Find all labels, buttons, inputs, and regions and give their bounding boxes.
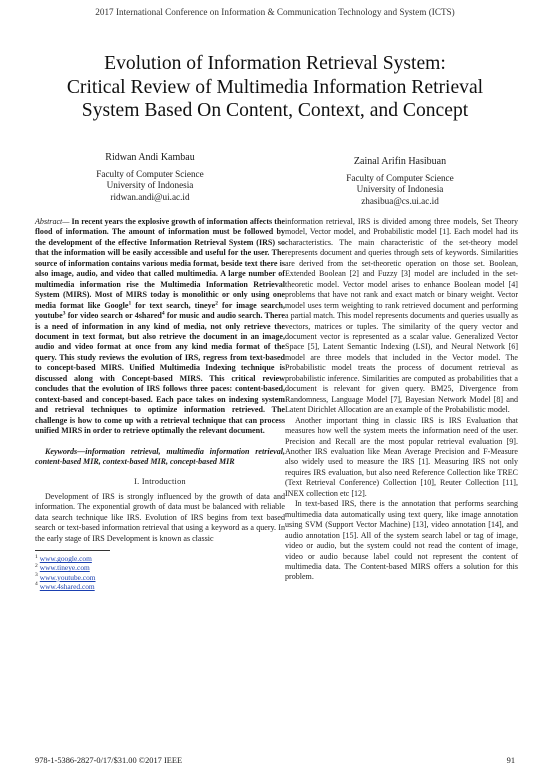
footnote-ref: 4 [161, 310, 165, 317]
footnote-ref: 1 [128, 299, 132, 306]
author-affiliation: Faculty of Computer Science [346, 172, 454, 183]
body-paragraph: information retrieval, IRS is divided among three models, Set Theory model, Vector model, and Probabilistic model [1]. Each model had its characteristics. The main characteristic of the set-theory model represents document and queries through sets of keywords. Similarities are derived from the set-theoretic operation on those set. Boolean, Extended Boolean [2] and Fuzzy [3] model are included in the set-theoretic model. Vector model arises to enhance Boolean model [4] problems that have not rank and exact match or binary weight. Vector model uses term weighting to rank retrieved document and performing a partial match. This model represents documents and queries usually as vectors, matrices or tuples. The similarity of the query vector and document vector is represented as a scalar value. Generalized Vector Space [5], Latent Semantic Indexing (LSI), and Neural Network [6] model are three models that included in the Vector model. The Probabilistic model treats the process of document retrieval as probabilistic inference. Similarities are computed as probabilities that a document is relevant for given query. BM25, Divergence from Randomness, Language Model [7], Bayesian Network Model [8] and Latent Dirichlet Allocation are an example of the Probabilistic model. [285, 217, 518, 415]
footnote-number: 2 [35, 562, 38, 569]
paper-title [30, 52, 520, 123]
right-column [285, 217, 518, 583]
footnote-number: 4 [35, 581, 38, 588]
abstract-text: for image search, youtube [35, 300, 285, 321]
author-email: ridwan.andi@ui.ac.id [110, 191, 190, 202]
footnote-ref: 2 [215, 299, 218, 306]
author-institution: University of Indonesia [356, 184, 444, 195]
conference-header: 2017 International Conference on Information & Communication Technology and System (ICTS) [95, 7, 455, 17]
abstract [35, 217, 285, 437]
footnote [35, 582, 285, 591]
abstract-text: for text search, tineye [131, 300, 216, 310]
abstract-text: for music and audio search. There is a need of information in any kind of media, not only retrieve the document in text format, but also retrieve the document in an image, audio and video format at once from any kind media format of the query. This study reviews the evolution of IRS, regress from text-based to concept-based MIRS. Unified Multimedia Indexing technique is discussed along with Concept-based MIRS. This critical review concludes that the evolution of IRS follows three paces: content-based, context-based and concept-based. Each pace takes on indexing system and retrieval techniques to optimize information retrieved. The challenge is how to come up with a retrieval technique that can process unified MIRS in order to retrieve optimally the relevant document. [35, 311, 285, 436]
footnote [35, 573, 285, 582]
author-block [305, 156, 495, 207]
section-heading: I. Introduction [134, 477, 186, 487]
intro-paragraph: Development of IRS is strongly influenced by the growth of data and information. The exponential growth of data must be balanced with reliable data search technique like IRS. Evolution of IRS begins from text based search or text-based information retrieval that using a keyword as a query. In the early stage of IRS Development is known as classic [35, 491, 285, 543]
footnote-divider [35, 550, 110, 551]
footnote-link[interactable]: www.4shared.com [39, 581, 95, 591]
title-line: System Based On Content, Context, and Concept [81, 100, 469, 121]
footnote [35, 563, 285, 572]
footnote [35, 554, 285, 563]
footer-isbn: 978-1-5386-2827-0/17/$31.00 ©2017 IEEE [35, 756, 183, 765]
author-institution: University of Indonesia [106, 180, 194, 191]
footnote-link[interactable]: www.tineye.com [39, 563, 90, 573]
keywords: Keywords—information retrieval, multimedia information retrieval, content-based MIR, context-based MIR, concept-based MIR [35, 446, 285, 466]
abstract-text: In recent years the explosive growth of information affects the flood of information. The amount of information must be followed by the development of the effective Information Retrieval System (IRS) so that the information will be easily accessible and useful for the user. The source of information contains various media format, beside text there is also image, audio, and video that called multimedia. A large number of multimedia information rise the Multimedia Information Retrieval System (MIRS). Most of MIRS today is monolithic or only using one media format like Google [35, 217, 285, 310]
author-name: Ridwan Andi Kambau [105, 152, 195, 163]
footnote-number: 1 [35, 553, 38, 560]
left-column [35, 217, 285, 591]
footnote-link[interactable]: www.google.com [39, 554, 92, 564]
body-paragraph: Another important thing in classic IRS is IRS Evaluation that measures how well the system meets the information need of the user. Precision and Recall are the most popular retrieval evaluation [9]. Another IRS evaluation like Mean Average Precision and F-Measure also widely used to measure the IRS [1]. Measuring IRS not only requires IRS evaluation, but also need Reference Collection like TREC (Text Retrieval Conference) Collection [10], Reuter Collection [11], INEX collection etc [12]. [285, 415, 518, 498]
footnote-number: 3 [35, 572, 38, 579]
author-email: zhasibua@cs.ui.ac.id [361, 195, 439, 206]
abstract-lead: Abstract— [35, 217, 70, 226]
footnotes [35, 554, 285, 591]
author-name: Zainal Arifin Hasibuan [353, 156, 447, 167]
body-paragraph: In text-based IRS, there is the annotation that performs searching multimedia data automatically using text query, like image annotation using SVM (Support Vector Machine) [13], video annotation [14], and audio annotation [15]. All of the system search label or tag of image, video or audio, but the system could not read the content of image, video or audio because label could not represent the content of multimedia data. The Content-based MIRS offers a solution for this problem. [285, 499, 518, 582]
title-line: Evolution of Information Retrieval System: [104, 53, 446, 74]
footnote-ref: 3 [62, 310, 66, 317]
abstract-text: for video search or 4shared [65, 311, 162, 321]
author-block [55, 152, 245, 203]
footnote-link[interactable]: www.youtube.com [39, 572, 96, 582]
page-number: 91 [506, 756, 515, 765]
author-affiliation: Faculty of Computer Science [96, 168, 204, 179]
title-line: Critical Review of Multimedia Information Retrieval [66, 76, 484, 98]
